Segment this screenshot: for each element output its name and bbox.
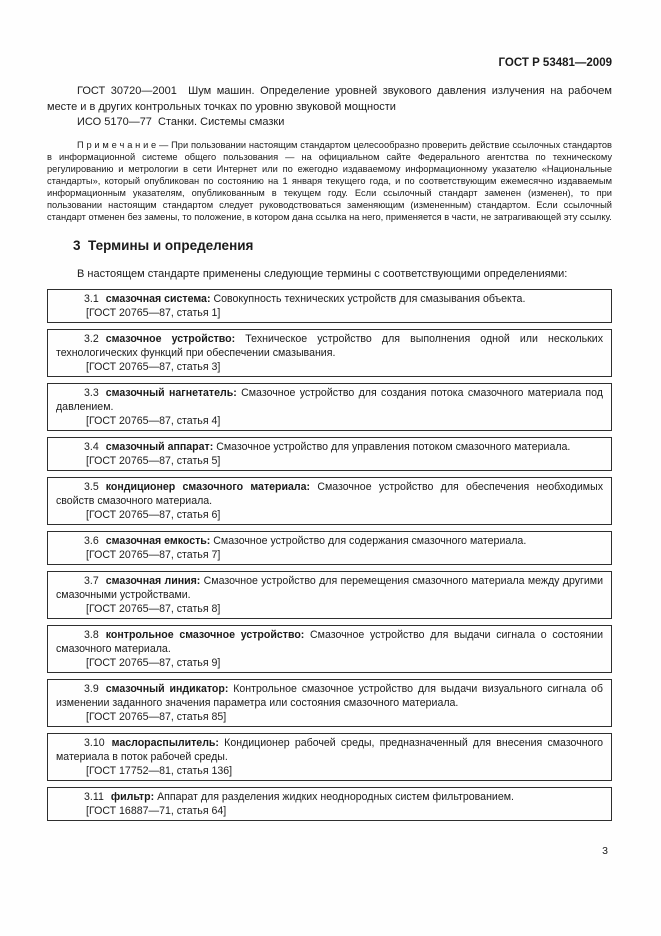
term-definition: Контрольное смазочное устройство для выдачи визуального сигнала об изменении заданного значения параметра или состояния смазочного материала. [56,683,604,710]
term-definition-line [56,292,603,306]
term-source: [ГОСТ 20765—87, статья 9] [86,657,221,670]
term-name: контрольное смазочное устройство: [105,629,305,642]
term-name: смазочное устройство: [105,333,236,346]
term-number: 3.3 [84,387,99,400]
term-name: маслораспылитель: [111,737,219,750]
term-definition-line [56,386,603,414]
term-number: 3.11 [84,791,104,804]
term-definition-line [56,574,603,602]
reference-gost-30720: ГОСТ 30720—2001 Шум машин. Определение уровней звукового давления излучения на рабочем месте и в других контрольных точках по уровню звуковой мощности [47,85,612,113]
term-source: [ГОСТ 20765—87, статья 5] [86,455,221,468]
term-number: 3.4 [84,441,99,454]
intro-paragraph: В настоящем стандарте применены следующие термины с соответствующими определениями: [77,268,568,281]
term-number: 3.1 [84,293,99,306]
term-box-3-4 [47,437,612,471]
term-definition-line [56,534,603,548]
term-name: смазочный нагнетатель: [105,387,237,400]
term-definition-line [56,790,603,804]
doc-code-header: ГОСТ Р 53481—2009 [498,57,612,69]
term-definition: Смазочное устройство для обеспечения необходимых свойств смазочного материала. [56,481,603,508]
term-definition-line [56,440,603,454]
term-box-3-1 [47,289,612,323]
section-heading: 3 Термины и определения [73,238,254,254]
term-source: [ГОСТ 20765—87, статья 1] [86,307,221,320]
page-content [47,56,612,821]
term-name: смазочная емкость: [105,535,211,548]
term-definition-line [56,480,603,508]
term-box-3-2 [47,329,612,377]
note-label: П р и м е ч а н и е [77,139,157,150]
term-definition-line [56,332,603,360]
term-definition-line [56,682,603,710]
term-number: 3.6 [84,535,99,548]
term-definition: Техническое устройство для выполнения одной или нескольких технологических функций при обеспечении смазывания. [56,333,603,360]
term-number: 3.5 [84,481,99,494]
term-name: смазочная система: [105,293,211,306]
term-number: 3.2 [84,333,99,346]
term-box-3-10 [47,733,612,781]
term-definition: Кондиционер рабочей среды, предназначенный для внесения смазочного материала в поток рабочей среды. [56,737,603,764]
note-text: — При пользовании настоящим стандартом целесообразно проверить действие ссылочных стандартов в информационной системе общего пользования — на официальном сайте Федерального агентства по техническому регулированию и метрологии в сети Интернет или по ежегодно издаваемому информационному указателю «Национальные стандарты», который опубликован по состоянию на 1 января текущего года, и по соответствующим ежемесячно издаваемым информационным указателям, опубликованным в текущем году. Если ссылочный стандарт заменен (изменен), то при пользовании настоящим стандартом следует руководствоваться заменяющим (измененным) стандартом. Если ссылочный стандарт отменен без замены, то положение, в котором дана ссылка на него, применяется в части, не затрагивающей эту ссылку. [47,139,612,223]
term-definition: Совокупность технических устройств для смазывания объекта. [213,293,526,306]
term-source: [ГОСТ 20765—87, статья 8] [86,603,221,616]
term-number: 3.8 [84,629,99,642]
term-box-3-5 [47,477,612,525]
term-name: смазочный аппарат: [105,441,214,454]
term-definition: Смазочное устройство для создания потока смазочного материала под давлением. [56,387,603,414]
term-source: [ГОСТ 20765—87, статья 4] [86,415,221,428]
term-name: смазочная линия: [105,575,201,588]
term-definition: Аппарат для разделения жидких неоднородных систем фильтрованием. [157,791,514,804]
term-definition-line [56,736,603,764]
term-box-3-7 [47,571,612,619]
term-definition-line [56,628,603,656]
reference-iso-5170: ИСО 5170—77 Станки. Системы смазки [77,116,285,128]
term-definition: Смазочное устройство для перемещения смазочного материала между другими смазочными устройствами. [56,575,603,602]
term-name: смазочный индикатор: [105,683,229,696]
note-paragraph [47,139,612,224]
term-box-3-3 [47,383,612,431]
term-box-3-8 [47,625,612,673]
term-source: [ГОСТ 17752—81, статья 136] [86,765,233,778]
term-definition: Смазочное устройство для выдачи сигнала о состоянии смазочного материала. [56,629,603,656]
term-source: [ГОСТ 16887—71, статья 64] [86,805,227,818]
page-number: 3 [602,845,608,857]
term-box-3-6 [47,531,612,565]
term-definition: Смазочное устройство для содержания смазочного материала. [213,535,527,548]
term-number: 3.10 [84,737,105,750]
term-number: 3.7 [84,575,99,588]
term-source: [ГОСТ 20765—87, статья 85] [86,711,227,724]
term-name: кондиционер смазочного материала: [105,481,311,494]
term-definition: Смазочное устройство для управления потоком смазочного материала. [216,441,571,454]
normative-references [47,84,612,131]
term-source: [ГОСТ 20765—87, статья 7] [86,549,221,562]
term-source: [ГОСТ 20765—87, статья 6] [86,509,221,522]
term-source: [ГОСТ 20765—87, статья 3] [86,361,221,374]
term-name: фильтр: [110,791,155,804]
term-number: 3.9 [84,683,99,696]
term-box-3-11 [47,787,612,821]
term-box-3-9 [47,679,612,727]
